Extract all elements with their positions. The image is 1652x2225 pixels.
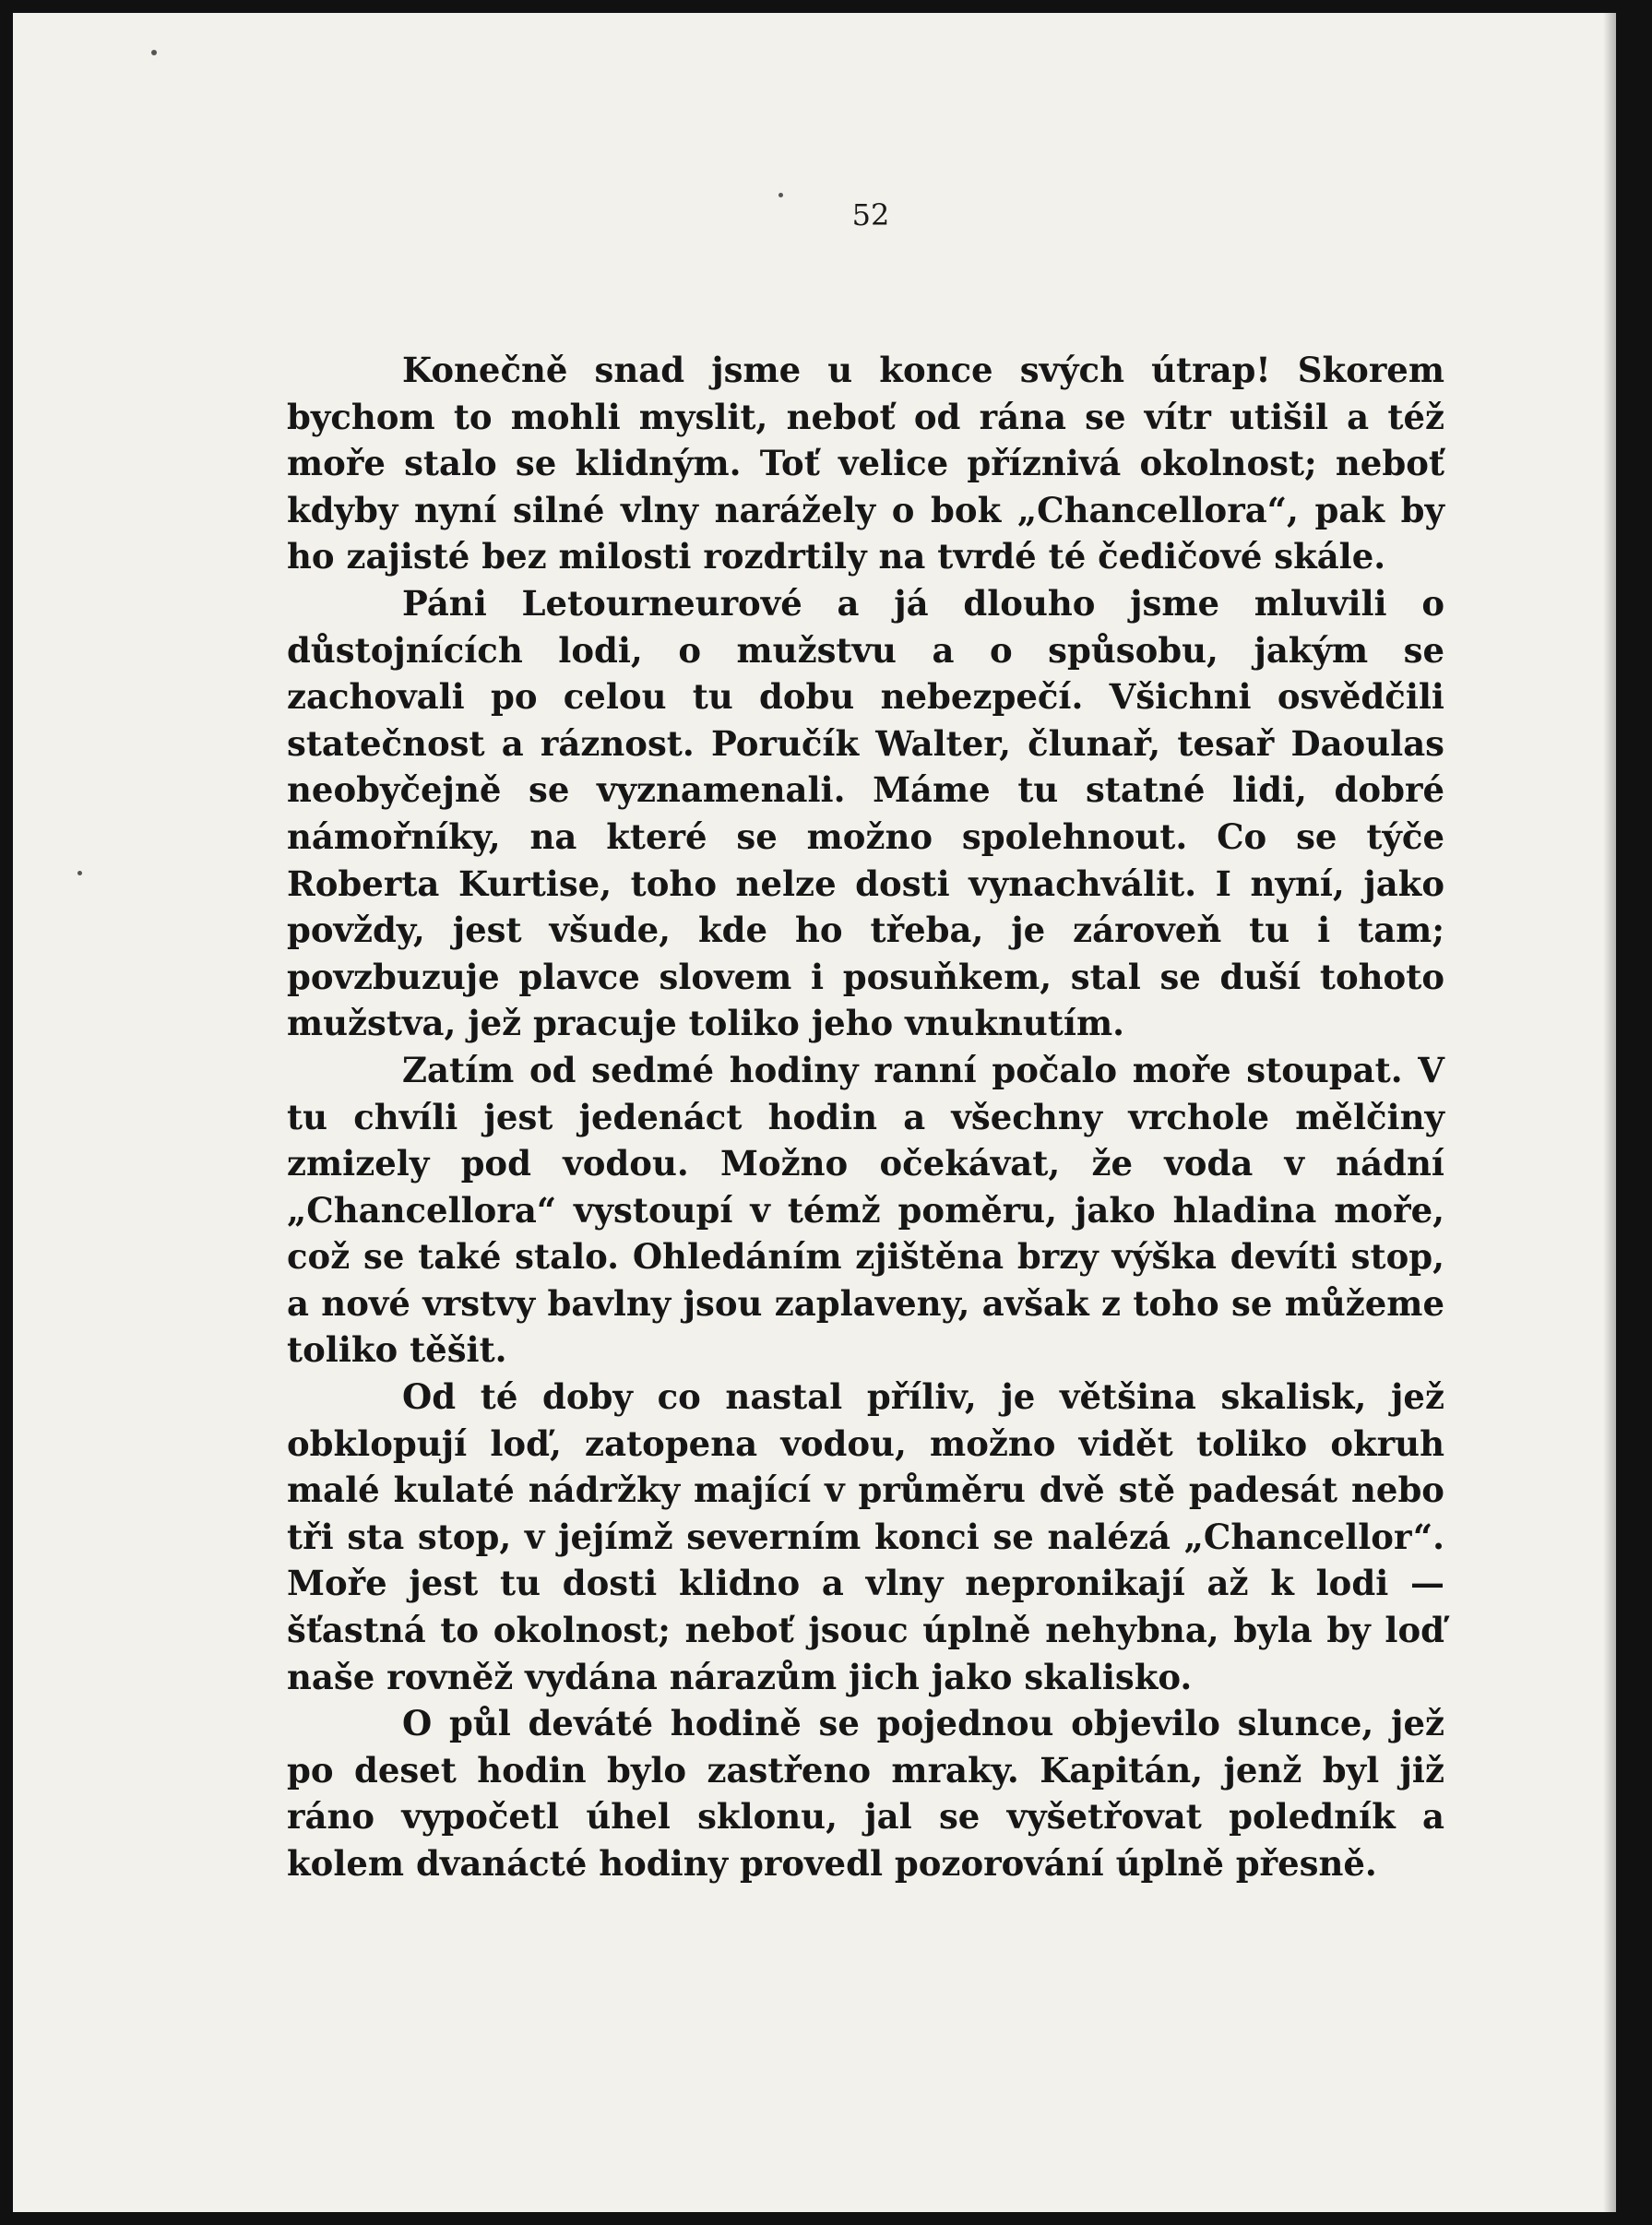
body-text: [287, 347, 1444, 1887]
dust-speck: [77, 871, 82, 875]
dust-speck: [151, 50, 157, 55]
page-edge-shadow: [1603, 13, 1616, 2212]
dust-speck: [778, 193, 783, 197]
paragraph-5: O půl deváté hodině se pojednou objevilo slunce, jež po deset hodin bylo zastřeno mraky. Kapitán, jenž byl již ráno vypočetl úhel sklonu, jal se vyšetřovat poledník a kolem dvanácté hodiny provedl pozorování úplně přesně.: [287, 1703, 1444, 1884]
page-number: 52: [851, 197, 890, 232]
paragraph-1: Konečně snad jsme u konce svých útrap! Skorem bychom to mohli myslit, neboť od rána se vítr utišil a též moře stalo se klidným. Toť velice příznivá okolnost; neboť kdyby nyní silné vlny narážely o bok „Chancellora“, pak by ho zajisté bez milosti rozdrtily na tvrdé té čedičové skále.: [287, 350, 1444, 577]
paragraph-2: Páni Letourneurové a já dlouho jsme mluvili o důstojnících lodi, o mužstvu a o spůsobu, jakým se zachovali po celou tu dobu nebezpečí. Všichni osvědčili statečnost a ráznost. Poručík Walter, člunař, tesař Daoulas neobyčejně se vyznamenali. Máme tu statné lidi, dobré námořníky, na které se možno spolehnout. Co se týče Roberta Kurtise, toho nelze dosti vynachválit. I nyní, jako povždy, jest všude, kde ho třeba, je zároveň tu i tam; povzbuzuje plavce slovem i posuňkem, stal se duší tohoto mužstva, jež pracuje toliko jeho vnuknutím.: [287, 582, 1444, 1044]
paragraph-4: Od té doby co nastal příliv, je většina skalisk, jež obklopují loď, zatopena vodou, možno vidět toliko okruh malé kulaté nádržky mající v průměru dvě stě padesát nebo tři sta stop, v jejímž severním konci se nalézá „Chancellor“. Moře jest tu dosti klidno a vlny nepronikají až k lodi — šťastná to okolnost; neboť jsouc úplně nehybna, byla by loď naše rovněž vydána nárazům jich jako skalisko.: [287, 1376, 1444, 1697]
paragraph-3: Zatím od sedmé hodiny ranní počalo moře stoupat. V tu chvíli jest jedenáct hodin a všechny vrchole mělčiny zmizely pod vodou. Možno očekávat, že voda v nádní „Chancellora“ vystoupí v témž poměru, jako hladina moře, což se také stalo. Ohledáním zjištěna brzy výška devíti stop, a nové vrstvy bavlny jsou zaplaveny, avšak z toho se můžeme toliko těšit.: [287, 1049, 1444, 1371]
book-page: [13, 13, 1616, 2212]
